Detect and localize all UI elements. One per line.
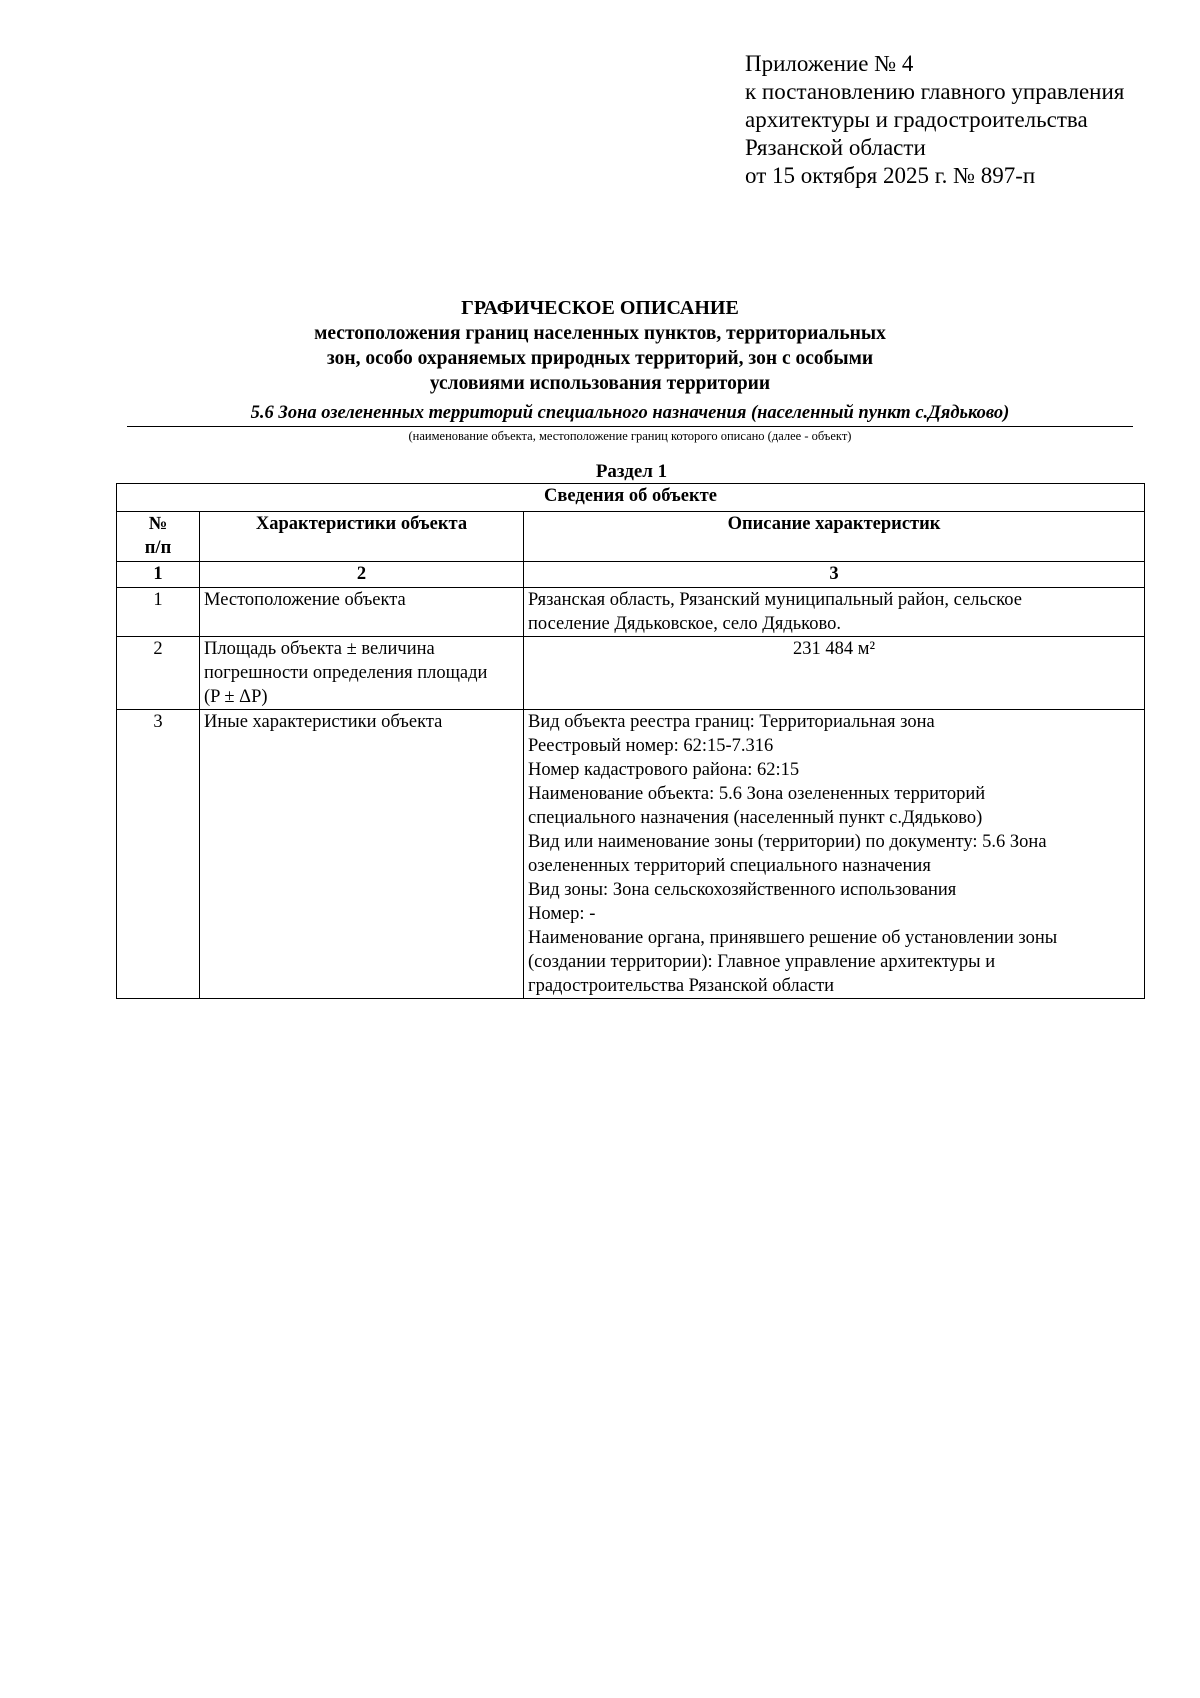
appendix-line: от 15 октября 2025 г. № 897-п — [745, 163, 1036, 188]
appendix-line: к постановлению главного управления — [745, 79, 1125, 104]
header-characteristics: Характеристики объекта — [200, 512, 524, 562]
description-line: (создании территории): Главное управление архитектуры и — [528, 952, 996, 972]
document-subtitle-line: местоположения границ населенных пунктов, территориальных — [314, 323, 886, 344]
description-line: Рязанская область, Рязанский муниципальный район, сельское — [528, 590, 1022, 610]
table-row — [117, 710, 1145, 999]
description-line: Наименование органа, принявшего решение об установлении зоны — [528, 928, 1058, 948]
table-row — [117, 588, 1145, 637]
table-caption: Сведения об объекте — [117, 484, 1145, 512]
description-line: озелененных территорий специального назначения — [528, 856, 931, 876]
column-number: 2 — [200, 562, 524, 588]
row-num: 1 — [117, 588, 200, 637]
description-line: Вид зоны: Зона сельскохозяйственного использования — [528, 880, 957, 900]
table-header-row — [117, 512, 1145, 562]
appendix-header — [745, 50, 1124, 190]
appendix-line: Рязанской области — [745, 135, 926, 160]
header-description: Описание характеристик — [524, 512, 1145, 562]
characteristic-line: погрешности определения площади — [204, 663, 488, 683]
section-title: Раздел 1 — [595, 461, 668, 482]
document-subtitle-line: условиями использования территории — [429, 373, 771, 394]
column-number: 3 — [524, 562, 1145, 588]
row-num: 2 — [117, 637, 200, 710]
column-numbers-row — [117, 562, 1145, 588]
appendix-line: архитектуры и градостроительства — [745, 107, 1088, 132]
row-description — [524, 588, 1145, 637]
characteristic-line: Площадь объекта ± величина — [204, 639, 435, 659]
object-info-table — [116, 483, 1145, 999]
description-line: Вид объекта реестра границ: Территориальная зона — [528, 712, 935, 732]
row-num: 3 — [117, 710, 200, 999]
document-title: ГРАФИЧЕСКОЕ ОПИСАНИЕ — [461, 297, 739, 319]
characteristic-line: (P ± ΔP) — [204, 687, 268, 707]
appendix-line: Приложение № 4 — [745, 51, 914, 76]
row-characteristic: Иные характеристики объекта — [200, 710, 524, 999]
document-subtitle-line: зон, особо охраняемых природных территорий, зон с особыми — [326, 348, 874, 369]
table-row — [117, 637, 1145, 710]
header-num — [117, 512, 200, 562]
description-line: Номер кадастрового района: 62:15 — [528, 760, 800, 780]
row-characteristic: Местоположение объекта — [200, 588, 524, 637]
description-line: Реестровый номер: 62:15-7.316 — [528, 736, 774, 756]
table-caption-row — [117, 484, 1145, 512]
description-line: градостроительства Рязанской области — [528, 976, 835, 996]
description-line: Номер: - — [528, 904, 596, 924]
header-num-line: п/п — [144, 538, 172, 558]
row-characteristic — [200, 637, 524, 710]
description-line: Наименование объекта: 5.6 Зона озелененных территорий — [528, 784, 986, 804]
column-number: 1 — [117, 562, 200, 588]
object-caption: (наименование объекта, местоположение границ которого описано (далее - объект) — [408, 429, 852, 443]
description-line: поселение Дядьковское, село Дядьково. — [528, 614, 841, 634]
description-line: Вид или наименование зоны (территории) по документу: 5.6 Зона — [528, 832, 1047, 852]
header-num-line: № — [148, 514, 168, 534]
document-title-block — [0, 296, 1200, 396]
row-description: 231 484 м² — [524, 637, 1145, 710]
object-name: 5.6 Зона озелененных территорий специального назначения (населенный пункт с.Дядьково) — [127, 401, 1133, 427]
description-line: специального назначения (населенный пункт с.Дядьково) — [528, 808, 983, 828]
row-description — [524, 710, 1145, 999]
